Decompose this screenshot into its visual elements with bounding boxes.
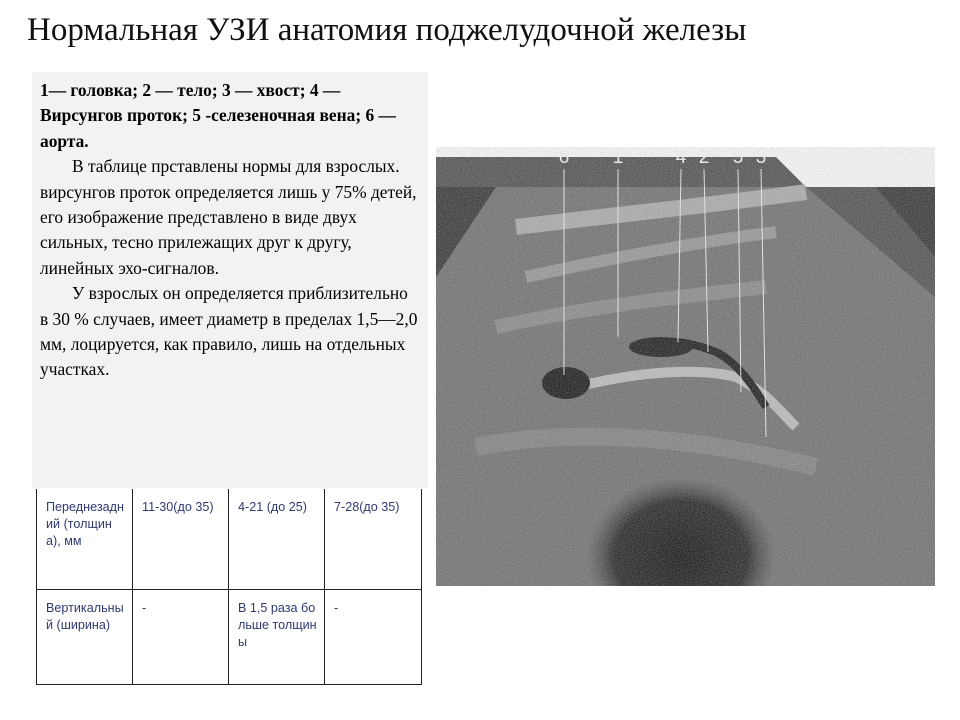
- marker-label-6: 6: [558, 147, 570, 168]
- table-cell: 7-28(до 35): [325, 489, 422, 590]
- table-cell: Вертикальный (ширина): [37, 590, 133, 685]
- ultrasound-image: [436, 147, 935, 586]
- table-cell: 11-30(до 35): [133, 489, 229, 590]
- marker-label-1: 1: [612, 147, 624, 168]
- table-cell: Переднезадний (толщина), мм: [37, 489, 133, 590]
- description-text-box: [32, 72, 428, 488]
- slide-title: Нормальная УЗИ анатомия поджелудочной железы: [27, 12, 747, 48]
- table-row: [37, 590, 422, 685]
- marker-label-2: 2: [698, 147, 710, 168]
- description-paragraph-2: У взрослых он определяется приблизительно в 30 % случаев, имеет диаметр в пределах 1,5—2,0 мм, лоцируется, как правило, лишь на отдельных участках.: [40, 283, 418, 380]
- anatomy-legend: 1— головка; 2 — тело; 3 — хвост; 4 — Вирсунгов проток; 5 -селезеночная вена; 6 — аорта.: [40, 80, 396, 151]
- table-cell: -: [325, 590, 422, 685]
- norms-table: [36, 489, 422, 685]
- description-paragraph-1: В таблице прставлены нормы для взрослых. вирсунгов проток определяется лишь у 75% детей, его изображение представлено в виде двух сильных, тесно прилежащих друг к другу, линейных эхо-сигналов.: [40, 156, 417, 278]
- table-cell: В 1,5 раза больше толщины: [229, 590, 325, 685]
- table-row: [37, 489, 422, 590]
- table-cell: 4-21 (до 25): [229, 489, 325, 590]
- marker-label-3: 3: [755, 147, 767, 168]
- ultrasound-scan: [436, 147, 935, 586]
- marker-label-4: 4: [675, 147, 687, 168]
- marker-label-5: 5: [732, 147, 744, 168]
- table-cell: -: [133, 590, 229, 685]
